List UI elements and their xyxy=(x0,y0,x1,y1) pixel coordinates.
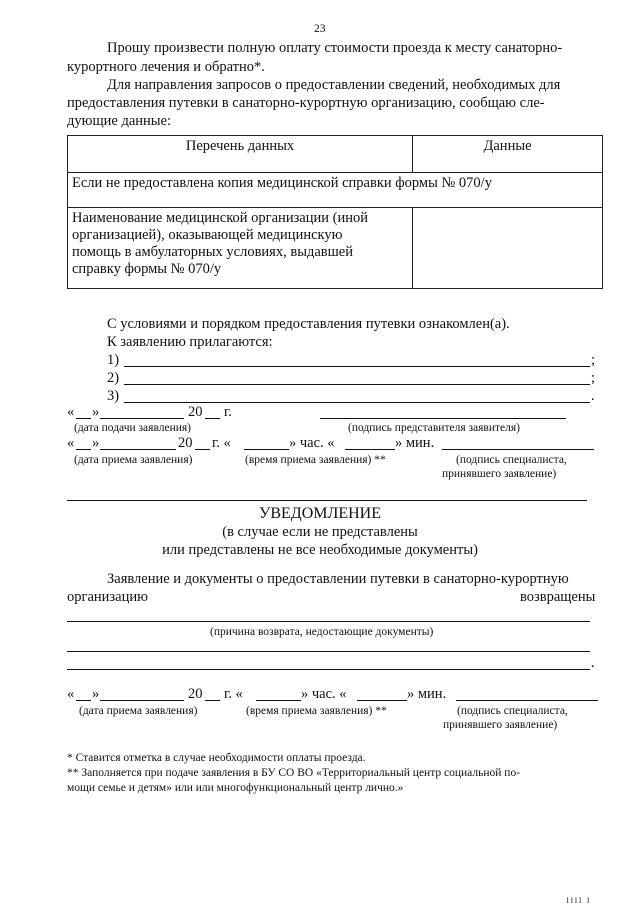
notice-subtitle-1: (в случае если не представлены xyxy=(222,524,418,540)
hours-label: » час. « xyxy=(289,435,335,451)
day-field[interactable] xyxy=(76,418,91,419)
caption-receipt-time: (время приема заявления) ** xyxy=(245,454,386,466)
intro-line-1: Прошу произвести полную оплату стоимости проезда к месту санаторно- xyxy=(107,40,563,56)
caption-specialist-1: (подпись специалиста, xyxy=(457,705,568,717)
page-number: 23 xyxy=(314,23,326,35)
hours-field[interactable] xyxy=(256,700,301,701)
specialist-signature-line[interactable] xyxy=(456,700,598,701)
year-field[interactable] xyxy=(205,700,220,701)
return-reason-line-2[interactable] xyxy=(67,651,590,652)
year-suffix: г. xyxy=(224,404,232,420)
attachment-end: ; xyxy=(591,352,596,368)
date-quote-open: « xyxy=(67,435,75,451)
year-prefix: 20 xyxy=(188,686,203,702)
caption-receipt-time: (время приема заявления) ** xyxy=(246,705,387,717)
cell-line: справку формы № 070/у xyxy=(72,261,222,277)
cell-line: помощь в амбулаторных условиях, выдавшей xyxy=(72,244,353,260)
year-field[interactable] xyxy=(195,449,210,450)
year-field[interactable] xyxy=(205,418,220,419)
year-prefix: 20 xyxy=(178,435,193,451)
data-table xyxy=(67,135,603,289)
intro-line-3: Для направления запросов о предоставлении сведений, необходимых для xyxy=(107,77,561,93)
year-prefix: 20 xyxy=(188,404,203,420)
return-reason-line-3[interactable] xyxy=(67,669,590,670)
caption-submission-date: (дата подачи заявления) xyxy=(74,422,191,434)
table-cell-med-org-name xyxy=(68,208,413,289)
day-field[interactable] xyxy=(76,449,91,450)
hours-field[interactable] xyxy=(244,449,289,450)
footnote-2-line-2: мощи семье и детям» или или многофункциональный центр лично.» xyxy=(67,782,404,794)
attachment-end: . xyxy=(591,388,595,404)
year-suffix-quote: г. « xyxy=(212,435,231,451)
attachment-number: 2) xyxy=(107,370,120,386)
acknowledgment-text: С условиями и порядком предоставления путевки ознакомлен(а). xyxy=(107,316,510,332)
minutes-label: » мин. xyxy=(395,435,435,451)
date-quote-close: » xyxy=(92,404,100,420)
caption-receipt-date: (дата приема заявления) xyxy=(79,705,198,717)
year-suffix-quote: г. « xyxy=(224,686,243,702)
caption-representative-signature: (подпись представителя заявителя) xyxy=(348,422,520,434)
date-quote-close: » xyxy=(92,435,100,451)
notice-returned: возвращены xyxy=(520,589,596,605)
attachment-number: 1) xyxy=(107,352,120,368)
minutes-label: » мин. xyxy=(407,686,447,702)
representative-signature-line[interactable] xyxy=(320,418,566,419)
attachment-number: 3) xyxy=(107,388,120,404)
attachments-label: К заявлению прилагаются: xyxy=(107,334,273,350)
notice-title: УВЕДОМЛЕНИЕ xyxy=(259,505,381,522)
caption-specialist-1: (подпись специалиста, xyxy=(456,454,567,466)
hours-label: » час. « xyxy=(301,686,347,702)
month-field[interactable] xyxy=(100,700,184,701)
notice-text-1: Заявление и документы о предоставлении путевки в санаторно-курортную xyxy=(107,571,569,587)
table-row xyxy=(68,208,603,289)
section-divider xyxy=(67,500,587,501)
column-header-list: Перечень данных xyxy=(68,136,413,173)
column-header-data: Данные xyxy=(413,136,603,173)
cell-line: Наименование медицинской организации (иной xyxy=(72,210,369,226)
intro-line-4: предоставления путевки в санаторно-курортную организацию, сообщаю сле- xyxy=(67,95,545,111)
table-cell-med-org-value[interactable] xyxy=(413,208,603,289)
footnote-2-line-1: ** Заполняется при подаче заявления в БУ СО ВО «Территориальный центр социальной по- xyxy=(67,767,521,779)
reason-end-dot: . xyxy=(591,655,595,671)
month-field[interactable] xyxy=(100,418,184,419)
attachment-2-line[interactable] xyxy=(124,384,590,385)
attachment-3-line[interactable] xyxy=(124,402,590,403)
caption-receipt-date: (дата приема заявления) xyxy=(74,454,193,466)
date-quote-open: « xyxy=(67,686,75,702)
month-field[interactable] xyxy=(100,449,176,450)
specialist-signature-line[interactable] xyxy=(442,449,594,450)
minutes-field[interactable] xyxy=(345,449,395,450)
minutes-field[interactable] xyxy=(357,700,407,701)
table-row-certificate-missing: Если не предоставлена копия медицинской справки формы № 070/у xyxy=(68,173,603,208)
notice-text-2: организацию xyxy=(67,589,148,605)
footnote-1: * Ставится отметка в случае необходимости оплаты проезда. xyxy=(67,752,366,764)
attachment-end: ; xyxy=(591,370,596,386)
caption-specialist-2: принявшего заявление) xyxy=(443,719,558,731)
date-quote-open: « xyxy=(67,404,75,420)
table-header-row xyxy=(68,136,603,173)
return-reason-line-1[interactable] xyxy=(67,621,590,622)
caption-specialist-2: принявшего заявление) xyxy=(442,468,557,480)
intro-line-2: курортного лечения и обратно*. xyxy=(67,59,265,75)
date-quote-close: » xyxy=(92,686,100,702)
notice-subtitle-2: или представлены не все необходимые документы) xyxy=(162,542,478,558)
scan-marks: ıııı ı xyxy=(566,894,591,906)
caption-return-reason: (причина возврата, недостающие документы) xyxy=(210,626,434,638)
intro-line-5: дующие данные: xyxy=(67,113,171,129)
cell-line: организацией), оказывающей медицинскую xyxy=(72,227,343,243)
table-row xyxy=(68,173,603,208)
attachment-1-line[interactable] xyxy=(124,366,590,367)
day-field[interactable] xyxy=(76,700,91,701)
